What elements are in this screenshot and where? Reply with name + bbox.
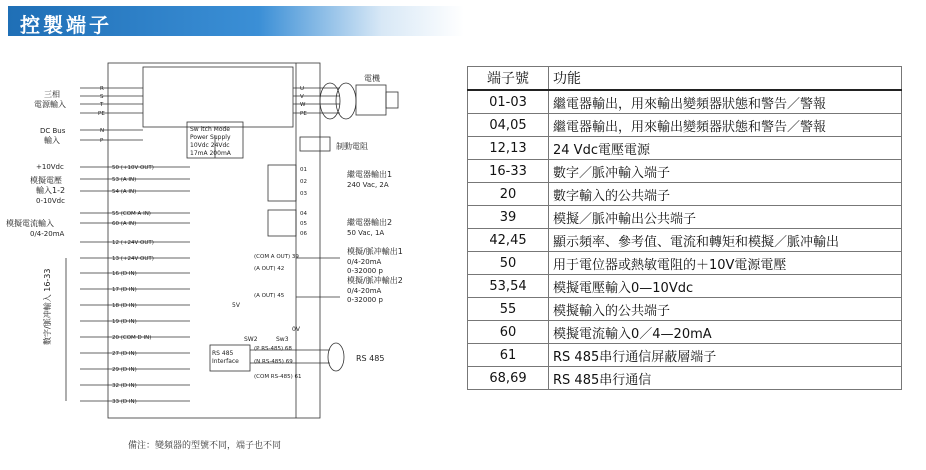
psu-label-4: 17mA 200mA — [190, 150, 231, 157]
analog-v-label-2: 輸入1-2 — [36, 186, 66, 195]
terminal-label: 19 (D IN) — [112, 319, 137, 325]
input-label: P — [100, 138, 104, 144]
input-label: T — [100, 102, 104, 108]
analog-i-label-2: 0/4-20mA — [30, 230, 65, 238]
rs-terminal-label: (P RS-485) 68 — [254, 346, 292, 352]
terminal-label: 13 (+24V OUT) — [112, 256, 154, 262]
table-row — [468, 206, 902, 229]
terminal-cell: 50 — [468, 252, 549, 275]
5v-label: 5V — [232, 302, 240, 309]
table-row — [468, 160, 902, 183]
aout2-label-1: 模擬/脈冲輸出2 — [347, 276, 403, 285]
function-cell: 模擬輸入的公共端子 — [549, 298, 902, 321]
motor-label: 電機 — [364, 74, 380, 83]
terminal-cell: 61 — [468, 344, 549, 367]
output-label: V — [300, 94, 304, 100]
aout1-label-1: 模擬/脈冲輸出1 — [347, 247, 403, 256]
relay2-label-1: 繼電器輸出2 — [347, 218, 393, 227]
header-function: 功能 — [549, 67, 902, 91]
dc-bus-label-1: DC Bus — [40, 127, 66, 135]
relay-pin: 04 — [300, 211, 307, 217]
function-cell: 數字輸入的公共端子 — [549, 183, 902, 206]
table-row — [468, 252, 902, 275]
aout-terminal-label: (A OUT) 45 — [254, 293, 285, 299]
psu-label-1: Sw itch Mode — [190, 126, 230, 133]
aout-terminal-label: (COM A OUT) 39 — [254, 254, 299, 260]
table-row — [468, 229, 902, 252]
relay1-label-2: 240 Vac, 2A — [347, 181, 389, 189]
table-row — [468, 90, 902, 114]
table-row — [468, 275, 902, 298]
table-row — [468, 114, 902, 137]
0v-label: 0V — [292, 326, 300, 333]
sw3-label: Sw3 — [276, 336, 289, 343]
output-label: U — [300, 86, 305, 92]
rs-terminal-label: (N RS-485) 69 — [254, 359, 293, 365]
aout2-label-3: 0-32000 p — [347, 296, 383, 304]
function-cell: 繼電器輸出，用來輸出變頻器狀態和警告／警報 — [549, 90, 902, 114]
terminal-cell: 53,54 — [468, 275, 549, 298]
terminal-cell: 20 — [468, 183, 549, 206]
table-row — [468, 321, 902, 344]
terminal-cell: 39 — [468, 206, 549, 229]
terminal-cell: 55 — [468, 298, 549, 321]
footnote: 備注：變頻器的型號不同，端子也不同 — [128, 441, 282, 451]
psu-label-3: 10Vdc 24Vdc — [190, 142, 230, 149]
table-header-row — [468, 67, 902, 91]
title-banner — [8, 6, 464, 36]
terminal-label: 33 (D IN) — [112, 399, 137, 405]
terminal-label: 55 (COM A IN) — [112, 211, 151, 217]
aout1-label-2: 0/4-20mA — [347, 258, 382, 266]
terminal-cell: 01-03 — [468, 90, 549, 114]
terminal-cell: 04,05 — [468, 114, 549, 137]
relay-pin: 06 — [300, 231, 307, 237]
terminal-label: 54 (A IN) — [112, 189, 137, 195]
terminal-label: 50 (+10V OUT) — [112, 165, 154, 171]
terminal-label: 18 (D IN) — [112, 303, 137, 309]
aout2-label-2: 0/4-20mA — [347, 287, 382, 295]
sw2-label: SW2 — [244, 336, 258, 343]
table-row — [468, 298, 902, 321]
relay2-label-2: 50 Vac, 1A — [347, 229, 385, 237]
function-cell: 繼電器輸出，用來輸出變頻器狀態和警告／警報 — [549, 114, 902, 137]
table-row — [468, 137, 902, 160]
page-title: 控製端子 — [20, 13, 112, 37]
table-row — [468, 183, 902, 206]
dc-bus-label-2: 輸入 — [44, 136, 60, 145]
terminal-label: 27 (D IN) — [112, 351, 137, 357]
three-phase-label-2: 電源輸入 — [34, 100, 66, 109]
terminal-label: 32 (D IN) — [112, 383, 137, 389]
terminal-label: 29 (D IN) — [112, 367, 137, 373]
rs-terminal-label: (COM RS-485) 61 — [254, 374, 302, 380]
terminal-function-table — [467, 66, 902, 390]
analog-v-label-3: 0-10Vdc — [36, 197, 65, 205]
terminal-cell: 42,45 — [468, 229, 549, 252]
terminal-cell: 60 — [468, 321, 549, 344]
table-row — [468, 367, 902, 390]
function-cell: RS 485串行通信 — [549, 367, 902, 390]
terminal-label: 17 (D IN) — [112, 287, 137, 293]
relay1-label-1: 繼電器輸出1 — [347, 170, 393, 179]
output-label: PE — [300, 111, 307, 117]
analog-v-label-1: 模擬電壓 — [30, 176, 62, 185]
function-cell: 模擬電流輸入0／4—20mA — [549, 321, 902, 344]
terminal-label: 12 (+24V OUT) — [112, 240, 154, 246]
rs485-iface-label-2: Interface — [212, 358, 239, 365]
analog-i-label-1: 模擬電流輸入 — [6, 219, 54, 228]
aout1-label-3: 0-32000 p — [347, 267, 383, 275]
terminal-cell: 12,13 — [468, 137, 549, 160]
terminal-label: 16 (D IN) — [112, 271, 137, 277]
function-cell: 模擬電壓輸入0—10Vdc — [549, 275, 902, 298]
input-label: S — [100, 94, 104, 100]
function-cell: 24 Vdc電壓電源 — [549, 137, 902, 160]
terminal-label: 60 (A IN) — [112, 221, 137, 227]
brake-resistor-label: 制動電阻 — [336, 142, 368, 151]
input-label: R — [100, 86, 104, 92]
function-cell: RS 485串行通信屏蔽層端子 — [549, 344, 902, 367]
three-phase-label-1: 三相 — [44, 90, 60, 99]
terminal-cell: 16-33 — [468, 160, 549, 183]
aout-terminal-label: (A OUT) 42 — [254, 266, 285, 272]
relay-pin: 01 — [300, 167, 307, 173]
terminal-label: 53 (A IN) — [112, 177, 137, 183]
relay-pin: 05 — [300, 221, 307, 227]
rs485-label: RS 485 — [356, 354, 385, 363]
digital-input-vertical-label: 數字/脈冲輸入 16-33 — [43, 268, 52, 345]
plus10-label: +10Vdc — [36, 163, 64, 171]
relay-pin: 03 — [300, 191, 307, 197]
input-label: N — [100, 128, 105, 134]
output-label: W — [300, 102, 306, 108]
terminal-cell: 68,69 — [468, 367, 549, 390]
function-cell: 用于電位器或熱敏電阻的＋10V電源電壓 — [549, 252, 902, 275]
table-row — [468, 344, 902, 367]
function-cell: 顯示頻率、參考值、電流和轉矩和模擬／脈冲輸出 — [549, 229, 902, 252]
function-cell: 模擬／脈冲輸出公共端子 — [549, 206, 902, 229]
function-cell: 數字／脈冲輸入端子 — [549, 160, 902, 183]
input-label: PE — [98, 111, 105, 117]
psu-label-2: Power Supply — [190, 134, 231, 141]
header-terminal: 端子號 — [468, 67, 549, 91]
relay-pin: 02 — [300, 179, 307, 185]
rs485-iface-label-1: RS 485 — [212, 350, 234, 357]
wiring-diagram — [0, 45, 460, 440]
terminal-label: 20 (COM D IN) — [112, 335, 152, 341]
